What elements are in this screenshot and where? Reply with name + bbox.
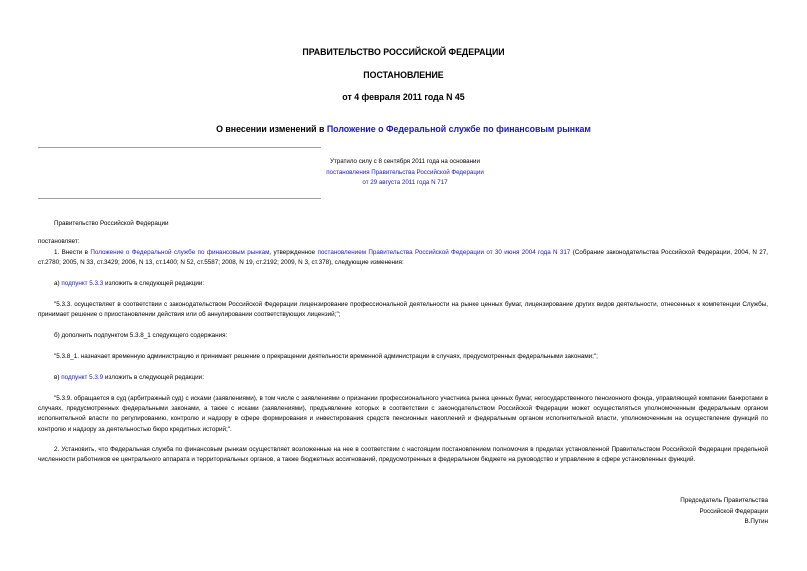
government-heading: ПРАВИТЕЛЬСТВО РОССИЙСКОЙ ФЕДЕРАЦИИ <box>302 47 505 57</box>
subclause-533-link[interactable]: подпункт 5.3.3 <box>61 280 104 287</box>
p1-text-b: , утвержденное <box>269 249 318 256</box>
status-note-line2 <box>280 168 530 179</box>
document-title <box>0 124 807 134</box>
paragraph-2: 2. Установить, что Федеральная служба по финансовым рынкам осуществляет возложенные на нее в соответствии с настоящим постановлением полномочия в пределах установленной Правительством Российской Федерации предельной численности работников ее центрального аппарата и территориальных органов, а также бюджетных ассигнований, предусмотренных в федеральном бюджете на руководство и управление в сфере установленных функций. <box>38 446 768 464</box>
decree-word: постановляет: <box>38 238 80 245</box>
separator-top <box>38 147 321 148</box>
signature-name: В.Путин <box>744 518 768 525</box>
quote-5-3-8-1: "5.3.8_1. назначает временную администрацию и принимает решение о прекращении деятельности временной администрации в случаях, предусмотренных федеральными законами;"; <box>54 353 598 360</box>
paragraph-1 <box>38 248 768 268</box>
item-a-prefix: а) <box>54 280 62 287</box>
status-note-line1: Утратило силу с 8 сентября 2011 года на основании <box>330 158 480 165</box>
item-a-suffix: изложить в следующей редакции: <box>103 280 205 287</box>
signature-country: Российской Федерации <box>699 507 768 515</box>
title-regulation-link[interactable]: Положение о Федеральной службе по финансовым рынкам <box>326 124 591 134</box>
item-v <box>54 373 204 383</box>
regulation-link[interactable]: Положение о Федеральной службе по финансовым рынкам <box>90 249 270 256</box>
signature-title: Председатель Правительства <box>680 497 768 504</box>
quote-5-3-3: "5.3.3. осуществляет в соответствии с законодательством Российской Федерации лицензирование профессиональной деятельности на рынке ценных бумаг, лицензирование других видов деятельности, отнесенных к компетенции Службы, принимает решение о приостановлении действия или об аннулировании соответствующих лицензий;"; <box>38 301 768 319</box>
subclause-539-link[interactable]: подпункт 5.3.9 <box>61 374 104 381</box>
repeal-decree-link[interactable]: постановления Правительства Российской Федерации <box>326 168 484 176</box>
status-note-line3 <box>280 178 530 189</box>
document-type: ПОСТАНОВЛЕНИЕ <box>363 70 444 80</box>
p1-text-a: 1. Внести в <box>54 249 91 256</box>
title-prefix: О внесении изменений в <box>216 124 327 134</box>
p1-text-c: (Собрание законодательства Российской Федерации, 2004, N 27, ст.2780; 2005, N 33, ст.3429; 2006, N 13, ст.1400; N 52, ст.5587; 2008, N 19, ст.2192; 2009, N 3, ст.378), следующие изменения: <box>38 249 768 267</box>
document-date: от 4 февраля 2011 года N 45 <box>342 92 465 102</box>
item-a <box>54 279 204 289</box>
item-v-suffix: изложить в следующей редакции: <box>103 374 204 381</box>
quote-5-3-9: "5.3.9. обращается в суд (арбитражный суд) с исками (заявлениями), в том числе с заявлениями о признании профессионального участника рынка ценных бумаг, негосударственного пенсионного фонда, управляющей компании банкротами в случаях, предусмотренных федеральными законами, а также с исками (заявлениями), предъявление которых в соответствии с законодательством Российской Федерации может осуществляться уполномоченным федеральным органом исполнительной власти по регулированию, контролю и надзору в сфере формирования и инвестирования средств пенсионных накоплений и федеральным органом исполнительной власти, уполномоченным на осуществление функций по контролю и надзору за деятельностью бюро кредитных историй;". <box>38 395 768 433</box>
decree-317-link[interactable]: постановлением Правительства Российской Федерации от 30 июня 2004 года N 317 <box>317 249 571 256</box>
item-b: б) дополнить подпунктом 5.3.8_1 следующего содержания: <box>54 332 228 339</box>
separator-bottom <box>38 198 321 199</box>
repeal-decree-date-link[interactable]: от 29 августа 2011 года N 717 <box>362 179 448 186</box>
intro-text: Правительство Российской Федерации <box>54 220 169 227</box>
item-v-prefix: в) <box>54 374 62 381</box>
